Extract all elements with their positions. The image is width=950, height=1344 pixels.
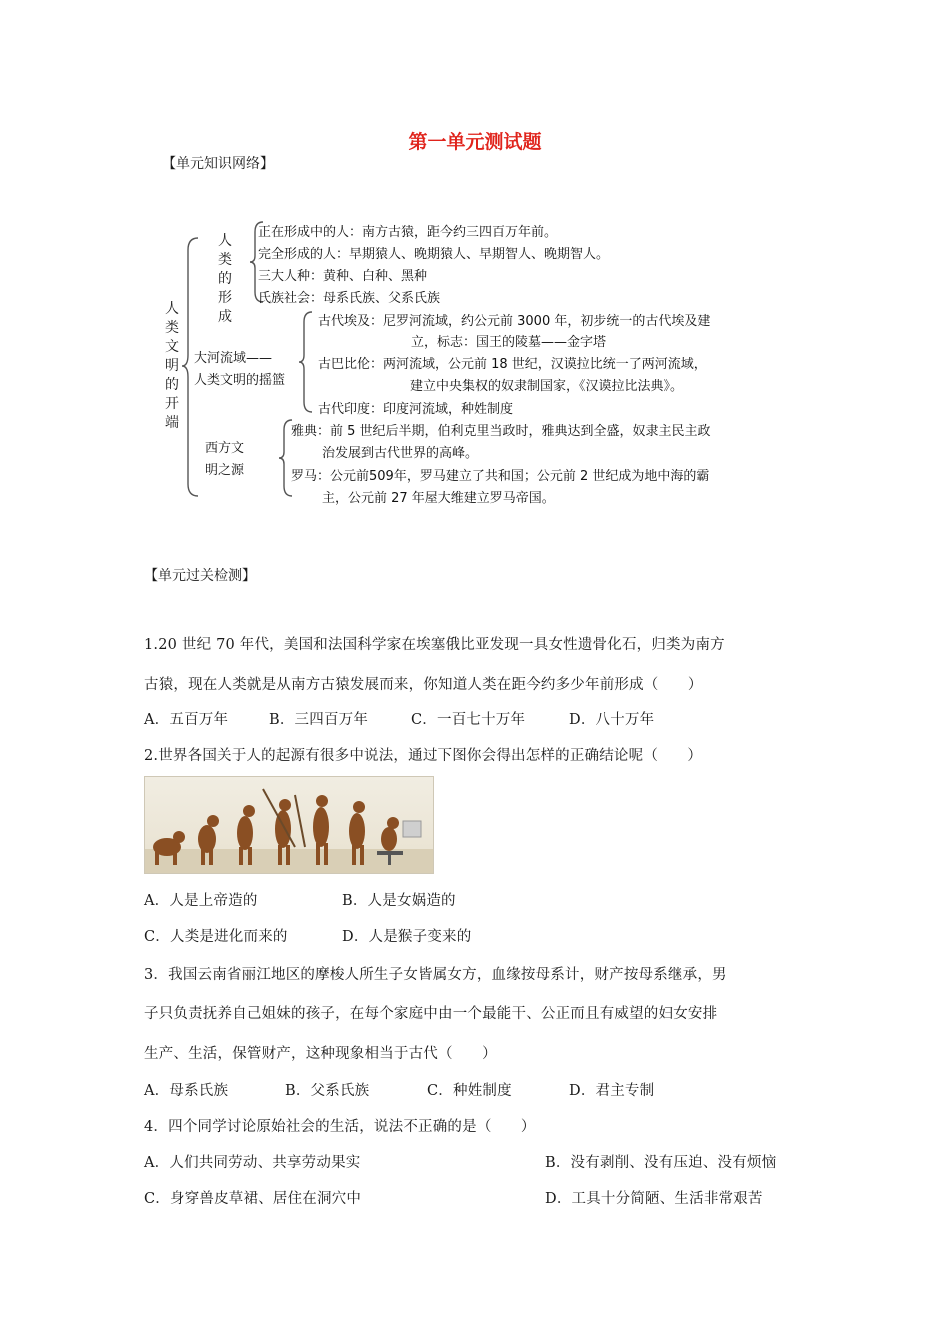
network-item: 古代埃及：尼罗河流域，约公元前 3000 年，初步统一的古代埃及建 <box>318 314 711 329</box>
network-item: 古代印度：印度河流域，种姓制度 <box>318 402 514 417</box>
branch-river-civilization-label: 大河流域—— <box>194 351 273 366</box>
question-3-option-b: B．父系氏族 <box>285 1083 370 1099</box>
network-item: 完全形成的人：早期猿人、晚期猿人、早期智人、晚期智人。 <box>258 247 610 262</box>
question-2-option-b: B．人是女娲造的 <box>342 893 456 909</box>
branch-western-civilization-label: 西方文 <box>205 441 245 456</box>
network-item: 古巴比伦：两河流域，公元前 18 世纪，汉谟拉比统一了两河流域， <box>318 357 707 372</box>
question-3-text-2: 子只负责抚养自己姐妹的孩子，在每个家庭中由一个最能干、公正而且有威望的妇女安排 <box>144 1006 718 1022</box>
branch-human-formation-label: 人类的形成 <box>218 233 232 325</box>
branch-western-civilization-label-2: 明之源 <box>205 463 245 478</box>
question-3-option-c: C．种姓制度 <box>427 1083 512 1099</box>
question-1-option-a: A．五百万年 <box>144 712 229 728</box>
network-root-label: 人类文明的开端 <box>165 301 179 431</box>
question-4-text: 4．四个同学讨论原始社会的生活，说法不正确的是（ ） <box>144 1119 536 1135</box>
question-3-option-d: D．君主专制 <box>569 1083 655 1099</box>
network-item: 治发展到古代世界的高峰。 <box>322 446 479 461</box>
branch-river-civilization-label-2: 人类文明的摇篮 <box>194 373 286 388</box>
section-heading-knowledge-network: 【单元知识网络】 <box>162 156 274 172</box>
network-item: 正在形成中的人：南方古猿，距今约三四百万年前。 <box>258 225 558 240</box>
network-item: 雅典：前 5 世纪后半期，伯利克里当政时，雅典达到全盛，奴隶主民主政 <box>291 424 711 439</box>
question-1-text: 1.20 世纪 70 年代，美国和法国科学家在埃塞俄比亚发现一具女性遗骨化石，归类为南方 <box>144 637 725 653</box>
question-4-option-c: C．身穿兽皮草裙、居住在洞穴中 <box>144 1191 362 1207</box>
question-2-option-c: C．人类是进化而来的 <box>144 929 288 945</box>
question-2-option-a: A．人是上帝造的 <box>144 893 258 909</box>
question-4-option-b: B．没有剥削、没有压迫、没有烦恼 <box>545 1155 777 1171</box>
network-item: 建立中央集权的奴隶制国家，《汉谟拉比法典》。 <box>410 379 684 394</box>
network-item: 罗马：公元前509年，罗马建立了共和国；公元前 2 世纪成为地中海的霸 <box>291 469 710 484</box>
question-1-option-b: B．三四百万年 <box>269 712 369 728</box>
question-1-option-c: C．一百七十万年 <box>411 712 526 728</box>
question-3-text: 3．我国云南省丽江地区的摩梭人所生子女皆属女方，血缘按母系计，财产按母系继承，男 <box>144 967 727 983</box>
human-evolution-image <box>144 776 434 874</box>
question-4-option-d: D．工具十分简陋、生活非常艰苦 <box>545 1191 763 1207</box>
network-item: 主，公元前 27 年屋大维建立罗马帝国。 <box>322 491 555 506</box>
question-2-option-d: D．人是猴子变来的 <box>342 929 472 945</box>
question-3-text-3: 生产、生活，保管财产，这种现象相当于古代（ ） <box>144 1046 497 1062</box>
page-title: 第一单元测试题 <box>408 131 542 153</box>
network-item: 氏族社会：母系氏族、父系氏族 <box>258 291 441 306</box>
section-heading-unit-test: 【单元过关检测】 <box>144 568 256 584</box>
question-3-option-a: A．母系氏族 <box>144 1083 229 1099</box>
network-item: 立，标志：国王的陵墓——金字塔 <box>411 335 607 350</box>
question-4-option-a: A．人们共同劳动、共享劳动果实 <box>144 1155 361 1171</box>
question-1-option-d: D．八十万年 <box>569 712 655 728</box>
question-1-text-2: 古猿，现在人类就是从南方古猿发展而来，你知道人类在距今约多少年前形成（ ） <box>144 677 703 693</box>
question-2-text: 2.世界各国关于人的起源有很多中说法，通过下图你会得出怎样的正确结论呢（ ） <box>144 748 703 764</box>
network-item: 三大人种：黄种、白种、黑种 <box>258 269 428 284</box>
